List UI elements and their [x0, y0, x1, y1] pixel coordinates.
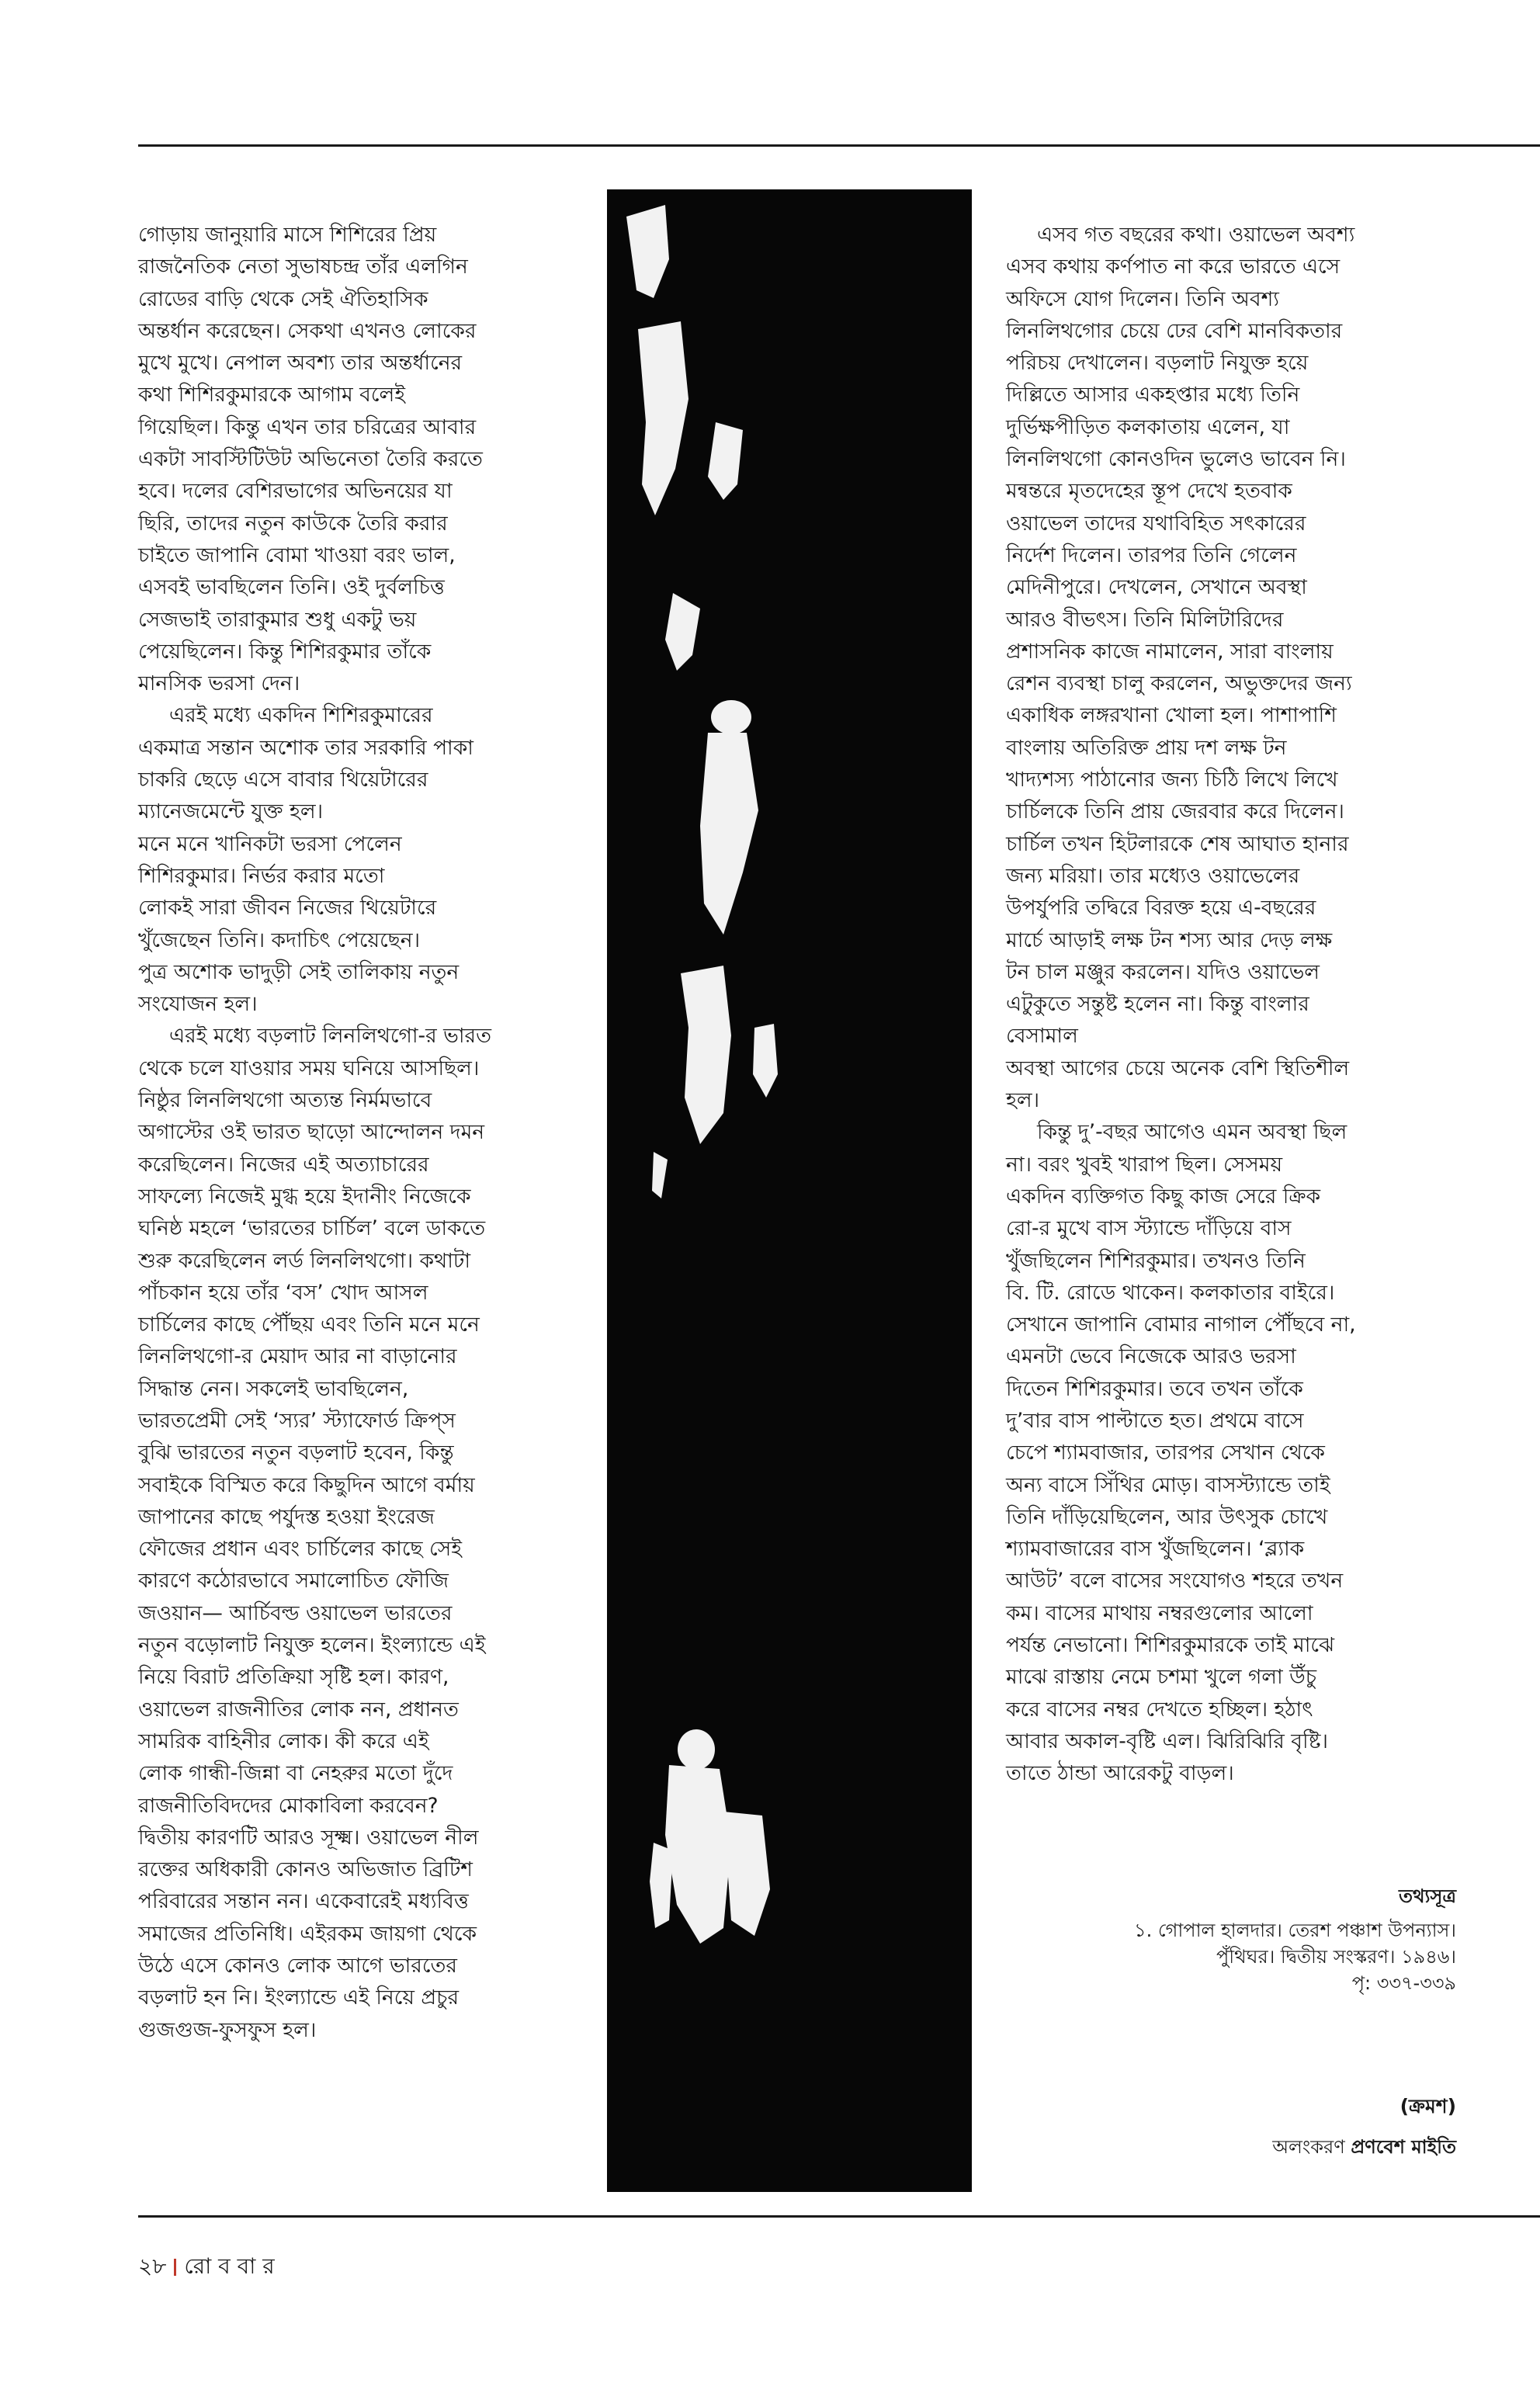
left-column [138, 219, 604, 2046]
figure-head-2 [678, 1729, 715, 1770]
bottom-rule [138, 2215, 1540, 2218]
magazine-name: রো ব বা র [184, 2253, 275, 2279]
illustration-panel [607, 189, 972, 2192]
sources-block [1006, 1883, 1456, 1996]
left-paragraph-2: এরই মধ্যে একদিন শিশিরকুমারের একমাত্র সন্তান অশোক তার সরকারি পাকা চাকরি ছেড়ে এসে বাবার থিয়েটারের ম্যানেজমেন্টে যুক্ত হল। [138, 703, 473, 824]
illustration-credit [1006, 2133, 1456, 2164]
left-paragraph-4: এরই মধ্যে বড়লাট লিনলিথগো-র ভারত থেকে চলে যাওয়ার সময় ঘনিয়ে আসছিল। নিষ্ঠুর লিনলিথগো অত্যন্ত নির্মমভাবে অগাস্টের ওই ভারত ছাড়ো আন্দোলন দমন করেছিলেন। নিজের এই অত্যাচারের সাফল্যে নিজেই মুগ্ধ হয়ে ইদানীং নিজেকে ঘনিষ্ঠ মহলে ‘ভারতের চার্চিল’ বলে ডাকতে শুরু করেছিলেন লর্ড লিনলিথগো। কথাটা পাঁচকান হয়ে তাঁর ‘বস’ খোদ আসল চার্চিলের কাছে পৌঁছয় এবং তিনি মনে মনে লিনলিথগো-র মেয়াদ আর না বাড়ানোর সিদ্ধান্ত নেন। সকলেই ভাবছিলেন, ভারতপ্রেমী সেই ‘স্যর’ স্ট্যাফোর্ড ক্রিপ্‌স বুঝি ভারতের নতুন বড়লাট হবেন, কিন্তু সবাইকে বিস্মিত করে কিছুদিন আগে বর্মায় জাপানের কাছে পর্যুদস্ত হওয়া ইংরেজ ফৌজের প্রধান এবং চার্চিলের কাছে সেই কারণে কঠোরভাবে সমালোচিত ফৌজি জওয়ান— আর্চিবল্ড ওয়াভেল ভারতের নতুন বড়োলাট নিযুক্ত হলেন। ইংল্যান্ডে এই নিয়ে বিরাট প্রতিক্রিয়া সৃষ্টি হল। কারণ, ওয়াভেল রাজনীতির লোক নন, প্রধানত সামরিক বাহিনীর লোক। কী করে এই লোক গান্ধী-জিন্না বা নেহরুর মতো দুঁদে রাজনীতিবিদদের মোকাবিলা করবেন? দ্বিতীয় কারণটি আরও সূক্ষ্ম। ওয়াভেল নীল রক্তের অধিকারী কোনও অভিজাত ব্রিটিশ পরিবারের সন্তান নন। একেবারেই মধ্যবিত্ত সমাজের প্রতিনিধি। এইরকম জায়গা থেকে উঠে এসে কোনও লোক আগে ভারতের বড়লাট হন নি। ইংল্যান্ডে এই নিয়ে প্রচুর গুজগুজ-ফুসফুস হল। [138, 1024, 492, 2042]
right-paragraph-1: এসব গত বছরের কথা। ওয়াভেল অবশ্য এসব কথায় কর্ণপাত না করে ভারতে এসে অফিসে যোগ দিলেন। তিনি অবশ্য লিনলিথগোর চেয়ে ঢের বেশি মানবিকতার পরিচয় দেখালেন। বড়লাট নিযুক্ত হয়ে দিল্লিতে আসার একহপ্তার মধ্যে তিনি দুর্ভিক্ষপীড়িত কলকাতায় এলেন, যা লিনলিথগো কোনওদিন ভুলেও ভাবেন নি। মন্বন্তরে মৃতদেহের স্তূপ দেখে হতবাক ওয়াভেল তাদের যথাবিহিত সৎকারের নির্দেশ দিলেন। তারপর তিনি গেলেন মেদিনীপুরে। দেখলেন, সেখানে অবস্থা আরও বীভৎস। তিনি মিলিটারিদের প্রশাসনিক কাজে নামালেন, সারা বাংলায় রেশন ব্যবস্থা চালু করলেন, অভুক্তদের জন্য একাধিক লঙ্গরখানা খোলা হল। পাশাপাশি বাংলায় অতিরিক্ত প্রায় দশ লক্ষ টন খাদ্যশস্য পাঠানোর জন্য চিঠি লিখে লিখে চার্চিলকে তিনি প্রায় জেরবার করে দিলেন। চার্চিল তখন হিটলারকে শেষ আঘাত হানার জন্য মরিয়া। তার মধ্যেও ওয়াভেলের উপর্যুপরি তদ্বিরে বিরক্ত হয়ে এ-বছরের মার্চে আড়াই লক্ষ টন শস্য আর দেড় লক্ষ টন চাল মঞ্জুর করলেন। যদিও ওয়াভেল এটুকুতে সন্তুষ্ট হলেন না। কিন্তু বাংলার বেসামাল অবস্থা আগের চেয়ে অনেক বেশি স্থিতিশীল হল। [1006, 223, 1355, 1113]
left-paragraph-1: গোড়ায় জানুয়ারি মাসে শিশিরের প্রিয় রাজনৈতিক নেতা সুভাষচন্দ্র তাঁর এলগিন রোডের বাড়ি থেকে সেই ঐতিহাসিক অন্তর্ধান করেছেন। সেকথা এখনও লোকের মুখে মুখে। নেপাল অবশ্য তার অন্তর্ধানের কথা শিশিরকুমারকে আগাম বলেই গিয়েছিল। কিন্তু এখন তার চরিত্রের আবার একটা সাবস্টিটিউট অভিনেতা তৈরি করতে হবে। দলের বেশিরভাগের অভিনয়ের যা ছিরি, তাদের নতুন কাউকে তৈরি করার চাইতে জাপানি বোমা খাওয়া বরং ভাল, এসবই ভাবছিলেন তিনি। ওই দুর্বলচিত্ত সেজভাই তারাকুমার শুধু একটু ভয় পেয়েছিলেন। কিন্তু শিশিরকুমার তাঁকে মানসিক ভরসা দেন। [138, 223, 483, 696]
page-number: ২৮ [138, 2253, 167, 2279]
top-rule [138, 144, 1540, 147]
serial-note: (ক্রমশ) [1400, 2095, 1456, 2117]
credit-label: অলংকরণ [1272, 2136, 1345, 2158]
sources-heading: তথ্যসূত্র [1399, 1885, 1456, 1907]
right-column [1006, 219, 1472, 1790]
footer-separator [174, 2259, 176, 2276]
sources-pages: পৃ: ৩৩৭-৩৩৯ [1351, 1972, 1456, 1994]
page-footer [138, 2249, 275, 2286]
left-paragraph-3: মনে মনে খানিকটা ভরসা পেলেন শিশিরকুমার। নির্ভর করার মতো লোকই সারা জীবন নিজের থিয়েটারে খুঁজেছেন তিনি। কদাচিৎ পেয়েছেন। পুত্র অশোক ভাদুড়ী সেই তালিকায় নতুন সংযোজন হল। [138, 831, 460, 1017]
right-paragraph-2: কিন্তু দু’-বছর আগেও এমন অবস্থা ছিল না। বরং খুবই খারাপ ছিল। সেসময় একদিন ব্যক্তিগত কিছু কাজ সেরে ক্রিক রো-র মুখে বাস স্ট্যান্ডে দাঁড়িয়ে বাস খুঁজছিলেন শিশিরকুমার। তখনও তিনি বি. টি. রোডে থাকেন। কলকাতার বাইরে। সেখানে জাপানি বোমার নাগাল পৌঁছবে না, এমনটা ভেবে নিজেকে আরও ভরসা দিতেন শিশিরকুমার। তবে তখন তাঁকে দু’বার বাস পাল্টাতে হত। প্রথমে বাসে চেপে শ্যামবাজার, তারপর সেখান থেকে অন্য বাসে সিঁথির মোড়। বাসস্ট্যান্ডে তাই তিনি দাঁড়িয়েছিলেন, আর উৎসুক চোখে শ্যামবাজারের বাস খুঁজছিলেন। ‘ব্ল্যাক আউট’ বলে বাসের সংযোগও শহরে তখন কম। বাসের মাথায় নম্বরগুলোর আলো পর্যন্ত নেভানো। শিশিরকুমারকে তাই মাঝে মাঝে রাস্তায় নেমে চশমা খুলে গলা উঁচু করে বাসের নম্বর দেখতে হচ্ছিল। হঠাৎ আবার অকাল-বৃষ্টি এল। ঝিরিঝিরি বৃষ্টি। তাতে ঠান্ডা আরেকটু বাড়ল। [1006, 1120, 1356, 1786]
illustration-figures [607, 189, 972, 2192]
figure-head-1 [711, 700, 751, 734]
sources-reference: ১. গোপাল হালদার। তেরশ পঞ্চাশ উপন্যাস। পুঁথিঘর। দ্বিতীয় সংস্করণ। ১৯৪৬। [1134, 1920, 1456, 1968]
credit-artist: প্রণবেশ মাইতি [1351, 2136, 1456, 2158]
